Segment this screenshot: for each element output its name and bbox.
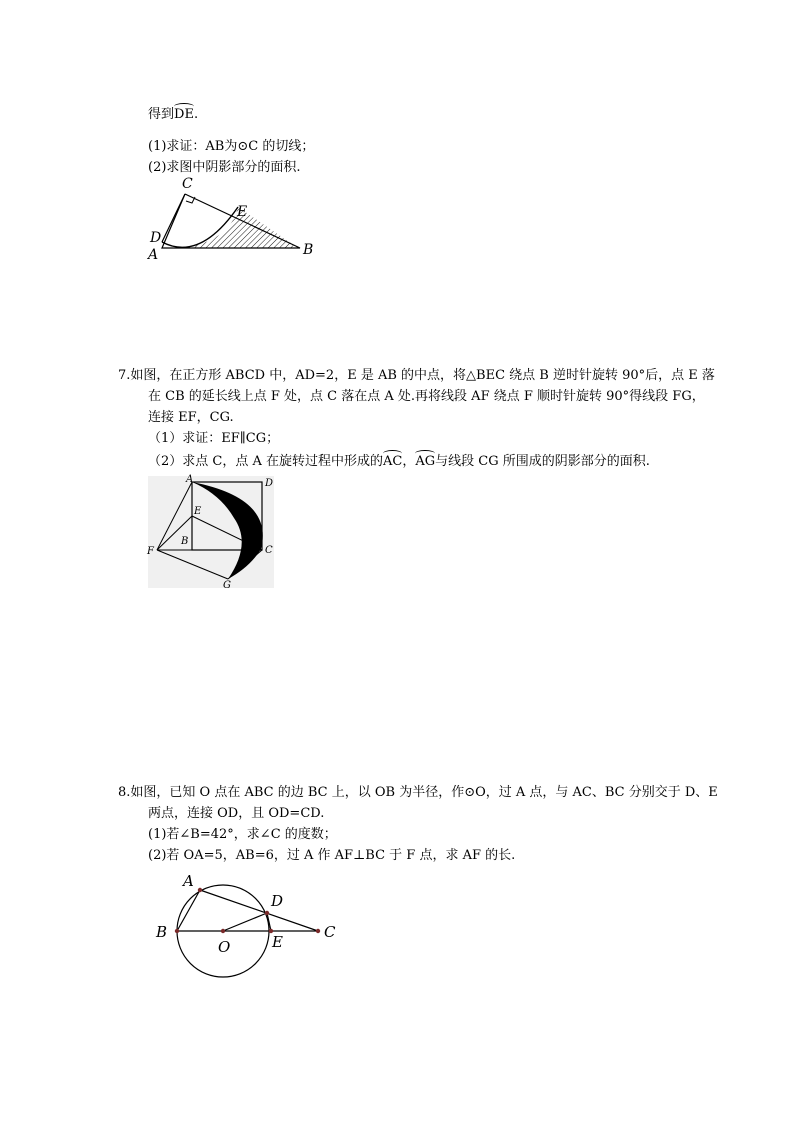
q6-label-c: C bbox=[182, 176, 193, 192]
arc-ac-label: AC bbox=[383, 454, 403, 469]
q7-label-g: G bbox=[223, 580, 231, 591]
q7-label-a: A bbox=[186, 474, 194, 485]
q7-figure bbox=[140, 472, 280, 592]
q8-label-b: B bbox=[156, 923, 168, 941]
q6-line0-prefix: 得到 bbox=[148, 107, 175, 122]
q7-label-e: E bbox=[194, 506, 202, 517]
q8-stem-line-2: 两点，连接 OD，且 OD=CD. bbox=[148, 806, 325, 821]
q8-point-d bbox=[265, 911, 269, 915]
q8-label-c: C bbox=[324, 923, 336, 941]
q8-label-d: D bbox=[271, 892, 284, 910]
q7-stem-line-1: 7.如图，在正方形 ABCD 中，AD=2，E 是 AB 的中点，将△BEC 绕点 B 逆时针旋转 90°后，点 E 落 bbox=[118, 368, 715, 383]
q7-label-c: C bbox=[265, 545, 273, 556]
q7-stem-line-3: 连接 EF，CG. bbox=[148, 410, 234, 425]
q6-label-b: B bbox=[303, 242, 314, 258]
q6-line0-suffix: . bbox=[193, 107, 199, 122]
q6-label-d: D bbox=[150, 230, 162, 246]
q8-part-1: (1)若∠B=42°，求∠C 的度数； bbox=[148, 827, 337, 842]
q8-point-o bbox=[221, 929, 225, 933]
q8-point-a bbox=[198, 888, 202, 892]
q8-figure bbox=[150, 868, 350, 983]
q7-label-d: D bbox=[265, 478, 274, 489]
q7-part-2 bbox=[148, 453, 650, 471]
q7-part2-prefix: （2）求点 C，点 A 在旋转过程中形成的 bbox=[148, 454, 384, 469]
q7-label-f: F bbox=[147, 546, 154, 557]
q6-figure bbox=[140, 172, 330, 267]
q6-label-e: E bbox=[237, 204, 248, 220]
q6-label-a: A bbox=[148, 247, 159, 263]
arc-ag-label: AG bbox=[415, 454, 436, 469]
q7-part2-suffix: 与线段 CG 所围成的阴影部分的面积. bbox=[435, 454, 650, 469]
q8-point-c bbox=[316, 929, 320, 933]
q8-label-o: O bbox=[218, 938, 231, 956]
q7-stem-line-2: 在 CB 的延长线上点 F 处，点 C 落在点 A 处.再将线段 AF 绕点 F 顺时针旋转 90°得线段 FG， bbox=[148, 389, 705, 404]
q6-part-1: (1)求证：AB为⊙C 的切线； bbox=[148, 139, 315, 154]
q8-segment-ab bbox=[177, 890, 200, 931]
q7-label-b: B bbox=[181, 536, 189, 547]
q6-line-0 bbox=[148, 106, 198, 124]
q8-label-a: A bbox=[183, 872, 194, 890]
q8-point-b bbox=[175, 929, 179, 933]
q6-part-2: (2)求图中阴影部分的面积. bbox=[148, 160, 301, 175]
q8-stem-line-1: 8.如图，已知 O 点在 ABC 的边 BC 上，以 OB 为半径，作⊙O，过 A 点，与 AC、BC 分别交于 D、E bbox=[118, 785, 718, 800]
q8-label-e: E bbox=[272, 933, 283, 951]
q7-part2-mid: ， bbox=[402, 454, 416, 469]
q6-segment-cd bbox=[162, 194, 185, 242]
q8-segment-od bbox=[223, 913, 267, 931]
q7-part-1: （1）求证：EF∥CG； bbox=[148, 431, 280, 446]
arc-de-label: DE bbox=[174, 107, 194, 122]
q8-segment-ac bbox=[200, 890, 318, 931]
q8-part-2: (2)若 OA=5，AB=6，过 A 作 AF⊥BC 于 F 点，求 AF 的长. bbox=[148, 848, 516, 863]
